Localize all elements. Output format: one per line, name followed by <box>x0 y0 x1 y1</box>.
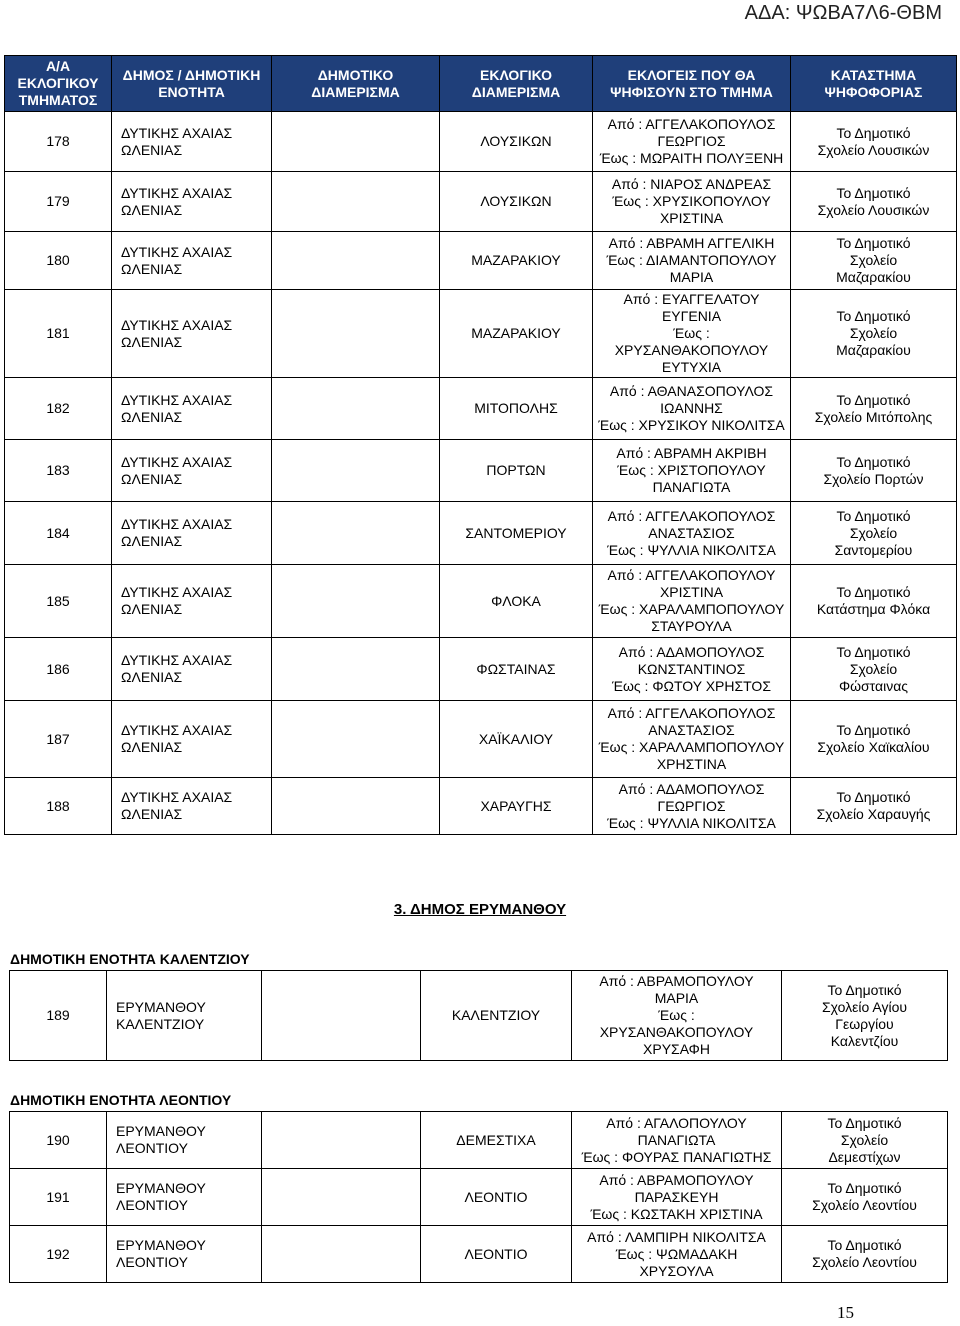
cell-ed: ΦΛΟΚΑ <box>440 565 593 638</box>
table-row <box>10 1112 948 1169</box>
table-body <box>5 112 957 835</box>
cell-dd <box>272 502 440 565</box>
cell-store: Το Δημοτικό Σχολείο Μαζαρακίου <box>791 290 957 378</box>
cell-aa: 179 <box>5 172 112 232</box>
cell-store: Το Δημοτικό Σχολείο Χαϊκαλίου <box>791 701 957 778</box>
cell-ed: ΧΑΡΑΥΓΗΣ <box>440 778 593 835</box>
cell-voters: Από : ΑΓΓΕΛΑΚΟΠΟΥΛΟΣ ΑΝΑΣΤΑΣΙΟΣ Έως : ΧΑΡΑΛΑΜΠΟΠΟΥΛΟΥ ΧΡΗΣΤΙΝΑ <box>593 701 791 778</box>
table-row <box>10 971 948 1061</box>
table-row <box>5 290 957 378</box>
table-row <box>5 232 957 290</box>
cell-store: Το Δημοτικό Σχολείο Δεμεστίχων <box>782 1112 948 1169</box>
cell-voters: Από : ΑΒΡΑΜΟΠΟΥΛΟΥ ΜΑΡΙΑ Έως : ΧΡΥΣΑΝΘΑΚΟΠΟΥΛΟΥ ΧΡΥΣΑΦΗ <box>572 971 782 1061</box>
cell-dd <box>272 778 440 835</box>
cell-ed: ΣΑΝΤΟΜΕΡΙΟΥ <box>440 502 593 565</box>
cell-dimos: ΕΡΥΜΑΝΘΟΥ ΛΕΟΝΤΙΟΥ <box>107 1226 262 1283</box>
section-title: 3. ΔΗΜΟΣ ΕΡΥΜΑΝΘΟΥ <box>393 901 567 918</box>
table-row <box>5 378 957 440</box>
cell-aa: 185 <box>5 565 112 638</box>
cell-store: Το Δημοτικό Σχολείο Σαντομερίου <box>791 502 957 565</box>
cell-dimos: ΔΥΤΙΚΗΣ ΑΧΑΙΑΣ ΩΛΕΝΙΑΣ <box>112 565 272 638</box>
cell-store: Το Δημοτικό Σχολείο Χαραυγής <box>791 778 957 835</box>
cell-dd <box>272 440 440 502</box>
cell-dimos: ΔΥΤΙΚΗΣ ΑΧΑΙΑΣ ΩΛΕΝΙΑΣ <box>112 502 272 565</box>
page-number: 15 <box>837 1303 854 1322</box>
polling-stations-table <box>4 55 957 835</box>
cell-store: Το Δημοτικό Σχολείο Λουσικών <box>791 112 957 172</box>
cell-dd <box>272 638 440 701</box>
cell-aa: 180 <box>5 232 112 290</box>
table-row <box>5 502 957 565</box>
cell-ed: ΛΟΥΣΙΚΩΝ <box>440 112 593 172</box>
cell-voters: Από : ΑΓΓΕΛΑΚΟΠΟΥΛΟΣ ΓΕΩΡΓΙΟΣ Έως : ΜΩΡΑΙΤΗ ΠΟΛΥΞΕΝΗ <box>593 112 791 172</box>
cell-store: Το Δημοτικό Σχολείο Λεοντίου <box>782 1226 948 1283</box>
cell-dd <box>272 112 440 172</box>
cell-store: Το Δημοτικό Σχολείο Μιτόπολης <box>791 378 957 440</box>
cell-voters: Από : ΕΥΑΓΓΕΛΑΤΟΥ ΕΥΓΕΝΙΑ Έως : ΧΡΥΣΑΝΘΑΚΟΠΟΥΛΟΥ ΕΥΤΥΧΙΑ <box>593 290 791 378</box>
table-row <box>10 1169 948 1226</box>
cell-voters: Από : ΛΑΜΠΙΡΗ ΝΙΚΟΛΙΤΣΑ Έως : ΨΩΜΑΔΑΚΗ ΧΡΥΣΟΥΛΑ <box>572 1226 782 1283</box>
table-row <box>5 440 957 502</box>
cell-aa: 187 <box>5 701 112 778</box>
header-voters: ΕΚΛΟΓΕΙΣ ΠΟΥ ΘΑ ΨΗΦΙΣΟΥΝ ΣΤΟ ΤΜΗΜΑ <box>593 56 791 112</box>
cell-aa: 191 <box>10 1169 107 1226</box>
cell-aa: 184 <box>5 502 112 565</box>
cell-aa: 178 <box>5 112 112 172</box>
cell-store: Το Δημοτικό Σχολείο Λουσικών <box>791 172 957 232</box>
cell-ed: ΛΟΥΣΙΚΩΝ <box>440 172 593 232</box>
cell-aa: 190 <box>10 1112 107 1169</box>
cell-voters: Από : ΑΓΑΛΟΠΟΥΛΟΥ ΠΑΝΑΓΙΩΤΑ Έως : ΦΟΥΡΑΣ ΠΑΝΑΓΙΩΤΗΣ <box>572 1112 782 1169</box>
cell-dimos: ΕΡΥΜΑΝΘΟΥ ΛΕΟΝΤΙΟΥ <box>107 1112 262 1169</box>
cell-dd <box>272 378 440 440</box>
kalentziou-table <box>9 970 948 1061</box>
cell-dd <box>272 701 440 778</box>
cell-ed: ΧΑΪΚΑΛΙΟΥ <box>440 701 593 778</box>
cell-aa: 186 <box>5 638 112 701</box>
cell-ed: ΛΕΟΝΤΙΟ <box>421 1169 572 1226</box>
cell-voters: Από : ΑΔΑΜΟΠΟΥΛΟΣ ΚΩΝΣΤΑΝΤΙΝΟΣ Έως : ΦΩΤΟΥ ΧΡΗΣΤΟΣ <box>593 638 791 701</box>
header-dd: ΔΗΜΟΤΙΚΟ ΔΙΑΜΕΡΙΣΜΑ <box>272 56 440 112</box>
cell-ed: ΜΑΖΑΡΑΚΙΟΥ <box>440 232 593 290</box>
cell-store: Το Δημοτικό Σχολείο Λεοντίου <box>782 1169 948 1226</box>
cell-ed: ΚΑΛΕΝΤΖΙΟΥ <box>421 971 572 1061</box>
cell-dimos: ΔΥΤΙΚΗΣ ΑΧΑΙΑΣ ΩΛΕΝΙΑΣ <box>112 378 272 440</box>
cell-voters: Από : ΑΔΑΜΟΠΟΥΛΟΣ ΓΕΩΡΓΙΟΣ Έως : ΨΥΛΛΙΑ ΝΙΚΟΛΙΤΣΑ <box>593 778 791 835</box>
cell-aa: 188 <box>5 778 112 835</box>
cell-dimos: ΔΥΤΙΚΗΣ ΑΧΑΙΑΣ ΩΛΕΝΙΑΣ <box>112 778 272 835</box>
cell-dimos: ΔΥΤΙΚΗΣ ΑΧΑΙΑΣ ΩΛΕΝΙΑΣ <box>112 638 272 701</box>
table-row <box>10 1226 948 1283</box>
cell-voters: Από : ΑΒΡΑΜΗ ΑΚΡΙΒΗ Έως : ΧΡΙΣΤΟΠΟΥΛΟΥ ΠΑΝΑΓΙΩΤΑ <box>593 440 791 502</box>
table-body <box>10 971 948 1061</box>
cell-aa: 182 <box>5 378 112 440</box>
unit-title-kalentziou: ΔΗΜΟΤΙΚΗ ΕΝΟΤΗΤΑ ΚΑΛΕΝΤΖΙΟΥ <box>10 951 250 967</box>
header-row <box>5 56 957 112</box>
cell-dd <box>262 1226 421 1283</box>
cell-voters: Από : ΑΒΡΑΜΟΠΟΥΛΟΥ ΠΑΡΑΣΚΕΥΗ Έως : ΚΩΣΤΑΚΗ ΧΡΙΣΤΙΝΑ <box>572 1169 782 1226</box>
cell-dimos: ΔΥΤΙΚΗΣ ΑΧΑΙΑΣ ΩΛΕΝΙΑΣ <box>112 172 272 232</box>
cell-ed: ΜΑΖΑΡΑΚΙΟΥ <box>440 290 593 378</box>
cell-dd <box>262 1169 421 1226</box>
leontiou-table <box>9 1111 948 1283</box>
cell-aa: 181 <box>5 290 112 378</box>
header-store: ΚΑΤΑΣΤΗΜΑ ΨΗΦΟΦΟΡΙΑΣ <box>791 56 957 112</box>
cell-store: Το Δημοτικό Σχολείο Αγίου Γεωργίου Καλεντζίου <box>782 971 948 1061</box>
cell-dimos: ΔΥΤΙΚΗΣ ΑΧΑΙΑΣ ΩΛΕΝΙΑΣ <box>112 440 272 502</box>
cell-dd <box>272 232 440 290</box>
cell-voters: Από : ΝΙΑΡΟΣ ΑΝΔΡΕΑΣ Έως : ΧΡΥΣΙΚΟΠΟΥΛΟΥ ΧΡΙΣΤΙΝΑ <box>593 172 791 232</box>
table-row <box>5 172 957 232</box>
table-row <box>5 701 957 778</box>
cell-voters: Από : ΑΒΡΑΜΗ ΑΓΓΕΛΙΚΗ Έως : ΔΙΑΜΑΝΤΟΠΟΥΛΟΥ ΜΑΡΙΑ <box>593 232 791 290</box>
header-ed: ΕΚΛΟΓΙΚΟ ΔΙΑΜΕΡΙΣΜΑ <box>440 56 593 112</box>
table-row <box>5 778 957 835</box>
cell-dimos: ΕΡΥΜΑΝΘΟΥ ΚΑΛΕΝΤΖΙΟΥ <box>107 971 262 1061</box>
cell-aa: 183 <box>5 440 112 502</box>
table-row <box>5 638 957 701</box>
table-body <box>10 1112 948 1283</box>
cell-dd <box>272 290 440 378</box>
cell-dd <box>262 1112 421 1169</box>
cell-store: Το Δημοτικό Κατάστημα Φλόκα <box>791 565 957 638</box>
cell-dimos: ΔΥΤΙΚΗΣ ΑΧΑΙΑΣ ΩΛΕΝΙΑΣ <box>112 232 272 290</box>
cell-dimos: ΕΡΥΜΑΝΘΟΥ ΛΕΟΝΤΙΟΥ <box>107 1169 262 1226</box>
cell-store: Το Δημοτικό Σχολείο Μαζαρακίου <box>791 232 957 290</box>
unit-title-leontiou: ΔΗΜΟΤΙΚΗ ΕΝΟΤΗΤΑ ΛΕΟΝΤΙΟΥ <box>10 1092 232 1108</box>
cell-voters: Από : ΑΓΓΕΛΑΚΟΠΟΥΛΟΣ ΑΝΑΣΤΑΣΙΟΣ Έως : ΨΥΛΛΙΑ ΝΙΚΟΛΙΤΣΑ <box>593 502 791 565</box>
cell-dimos: ΔΥΤΙΚΗΣ ΑΧΑΙΑΣ ΩΛΕΝΙΑΣ <box>112 112 272 172</box>
cell-ed: ΦΩΣΤΑΙΝΑΣ <box>440 638 593 701</box>
cell-aa: 192 <box>10 1226 107 1283</box>
header-dimos: ΔΗΜΟΣ / ΔΗΜΟΤΙΚΗ ΕΝΟΤΗΤΑ <box>112 56 272 112</box>
cell-voters: Από : ΑΓΓΕΛΑΚΟΠΟΥΛΟΥ ΧΡΙΣΤΙΝΑ Έως : ΧΑΡΑΛΑΜΠΟΠΟΥΛΟΥ ΣΤΑΥΡΟΥΛΑ <box>593 565 791 638</box>
ada-code: ΑΔΑ: ΨΩΒΑ7Λ6-ΘΒΜ <box>744 2 942 24</box>
table-row <box>5 112 957 172</box>
cell-dd <box>262 971 421 1061</box>
cell-voters: Από : ΑΘΑΝΑΣΟΠΟΥΛΟΣ ΙΩΑΝΝΗΣ Έως : ΧΡΥΣΙΚΟΥ ΝΙΚΟΛΙΤΣΑ <box>593 378 791 440</box>
cell-ed: ΛΕΟΝΤΙΟ <box>421 1226 572 1283</box>
cell-ed: ΜΙΤΟΠΟΛΗΣ <box>440 378 593 440</box>
cell-dd <box>272 172 440 232</box>
cell-ed: ΠΟΡΤΩΝ <box>440 440 593 502</box>
cell-dimos: ΔΥΤΙΚΗΣ ΑΧΑΙΑΣ ΩΛΕΝΙΑΣ <box>112 290 272 378</box>
cell-ed: ΔΕΜΕΣΤΙΧΑ <box>421 1112 572 1169</box>
header-aa: Α/Α ΕΚΛΟΓΙΚΟΥ ΤΜΗΜΑΤΟΣ <box>5 56 112 112</box>
table-row <box>5 565 957 638</box>
cell-aa: 189 <box>10 971 107 1061</box>
cell-dd <box>272 565 440 638</box>
cell-store: Το Δημοτικό Σχολείο Φώσταινας <box>791 638 957 701</box>
cell-dimos: ΔΥΤΙΚΗΣ ΑΧΑΙΑΣ ΩΛΕΝΙΑΣ <box>112 701 272 778</box>
cell-store: Το Δημοτικό Σχολείο Πορτών <box>791 440 957 502</box>
